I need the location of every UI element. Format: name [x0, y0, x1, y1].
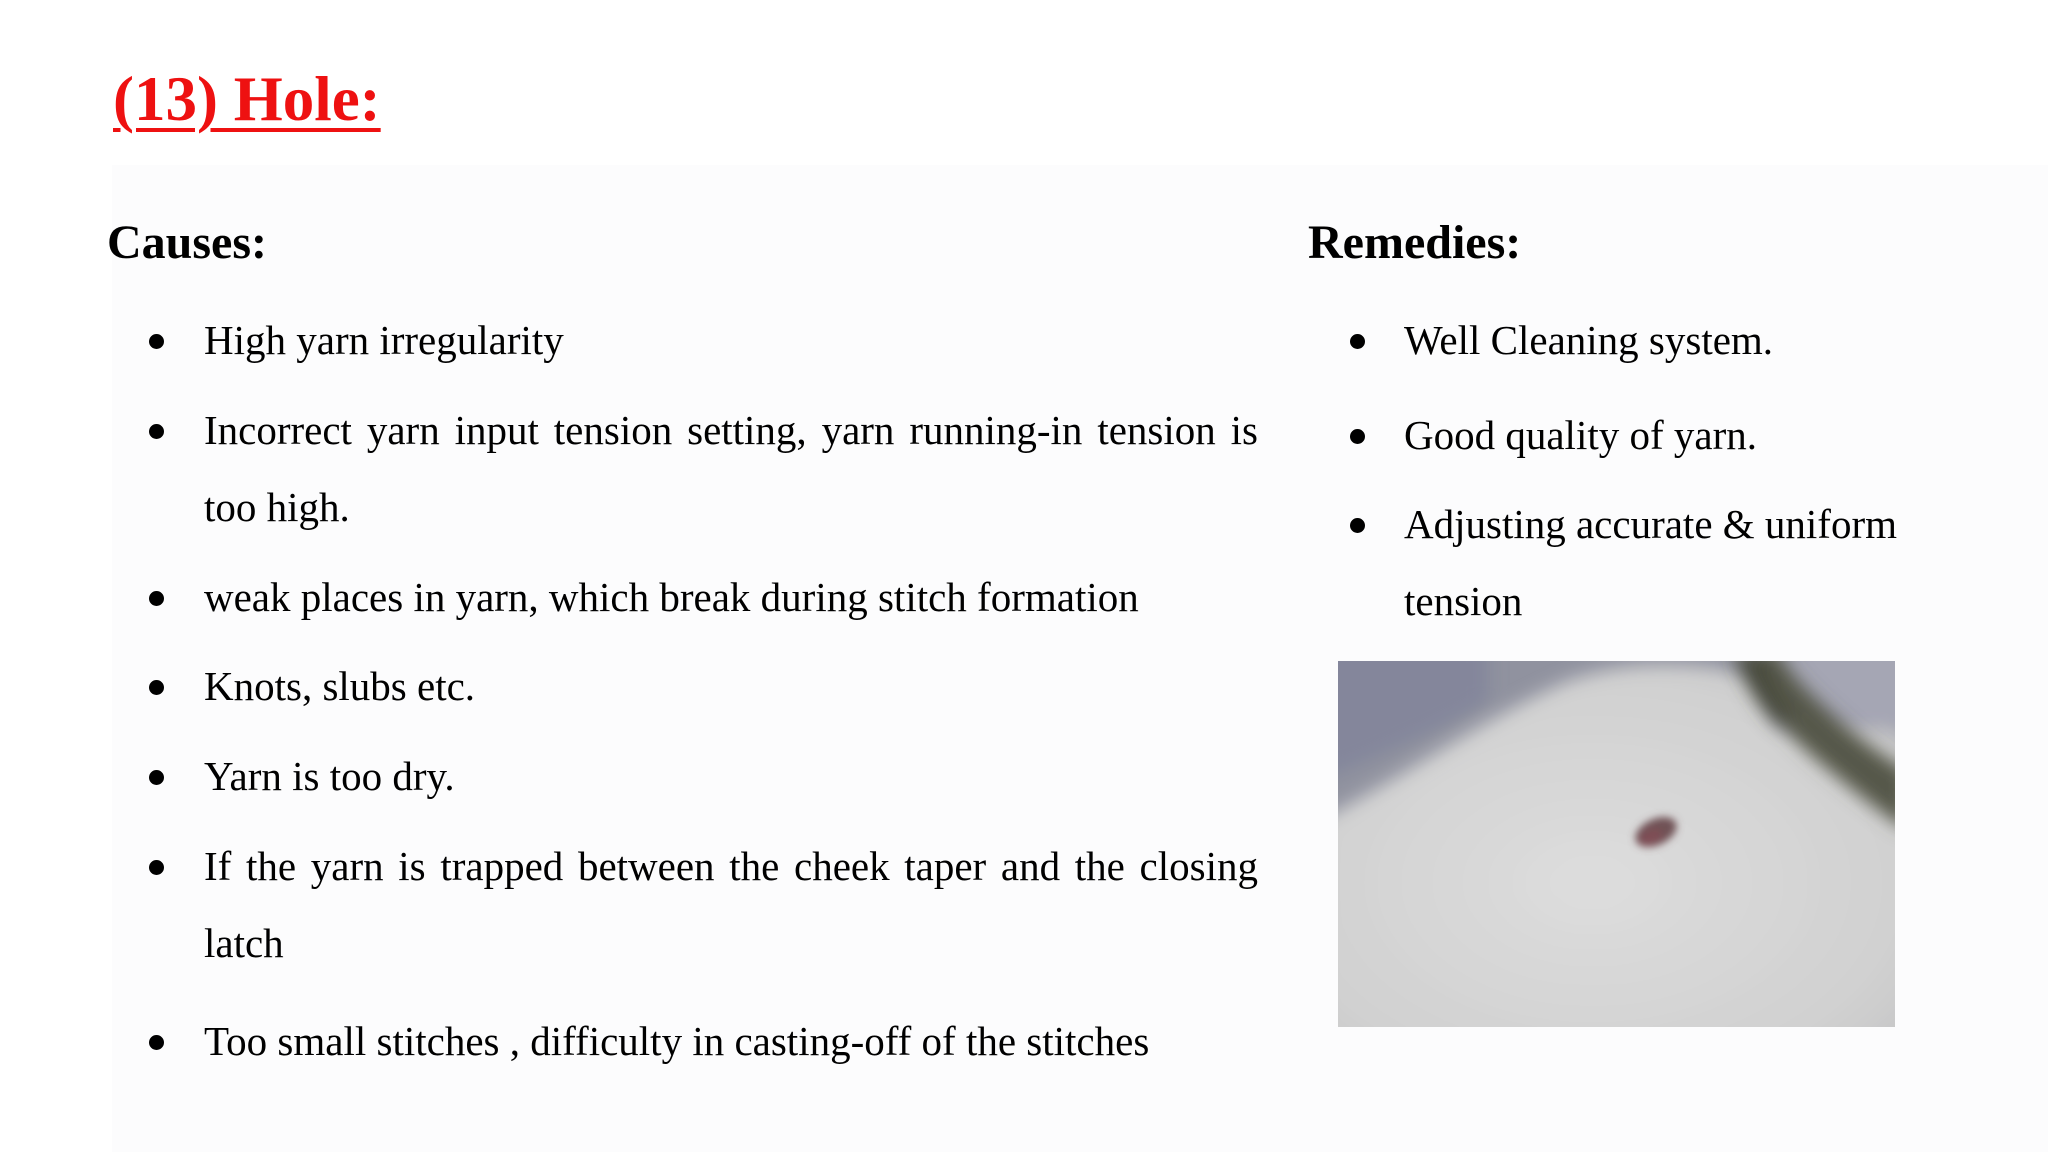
bullet-icon [149, 770, 164, 785]
slide-title: (13) Hole: [113, 64, 381, 134]
bullet-icon [149, 334, 164, 349]
bullet-icon [1350, 334, 1365, 349]
remedies-item-text: Well Cleaning system. [1404, 317, 1774, 363]
remedies-item-text: Good quality of yarn. [1404, 412, 1757, 458]
remedies-item-text: Adjusting accurate & uniform tension [1404, 501, 1898, 624]
bullet-icon [149, 591, 164, 606]
bullet-icon [149, 680, 164, 695]
causes-item-text: Yarn is too dry. [204, 753, 455, 799]
causes-heading: Causes: [107, 216, 268, 269]
remedies-heading: Remedies: [1308, 216, 1522, 269]
causes-item-text: High yarn irregularity [204, 317, 564, 363]
causes-item-text: Incorrect yarn input tension setting, yarn running-in tension is too high. [204, 407, 1258, 530]
causes-item-text: Knots, slubs etc. [204, 663, 476, 709]
fabric-hole-photo [1338, 661, 1895, 1027]
bullet-icon [149, 860, 164, 875]
bullet-icon [149, 1035, 164, 1050]
bullet-icon [1350, 429, 1365, 444]
bullet-icon [1350, 518, 1365, 533]
causes-item-text: If the yarn is trapped between the cheek taper and the closing latch [204, 843, 1258, 966]
causes-item-text: weak places in yarn, which break during stitch formation [204, 574, 1139, 620]
bullet-icon [149, 424, 164, 439]
causes-item-text: Too small stitches , difficulty in casting-off of the stitches [204, 1018, 1150, 1064]
